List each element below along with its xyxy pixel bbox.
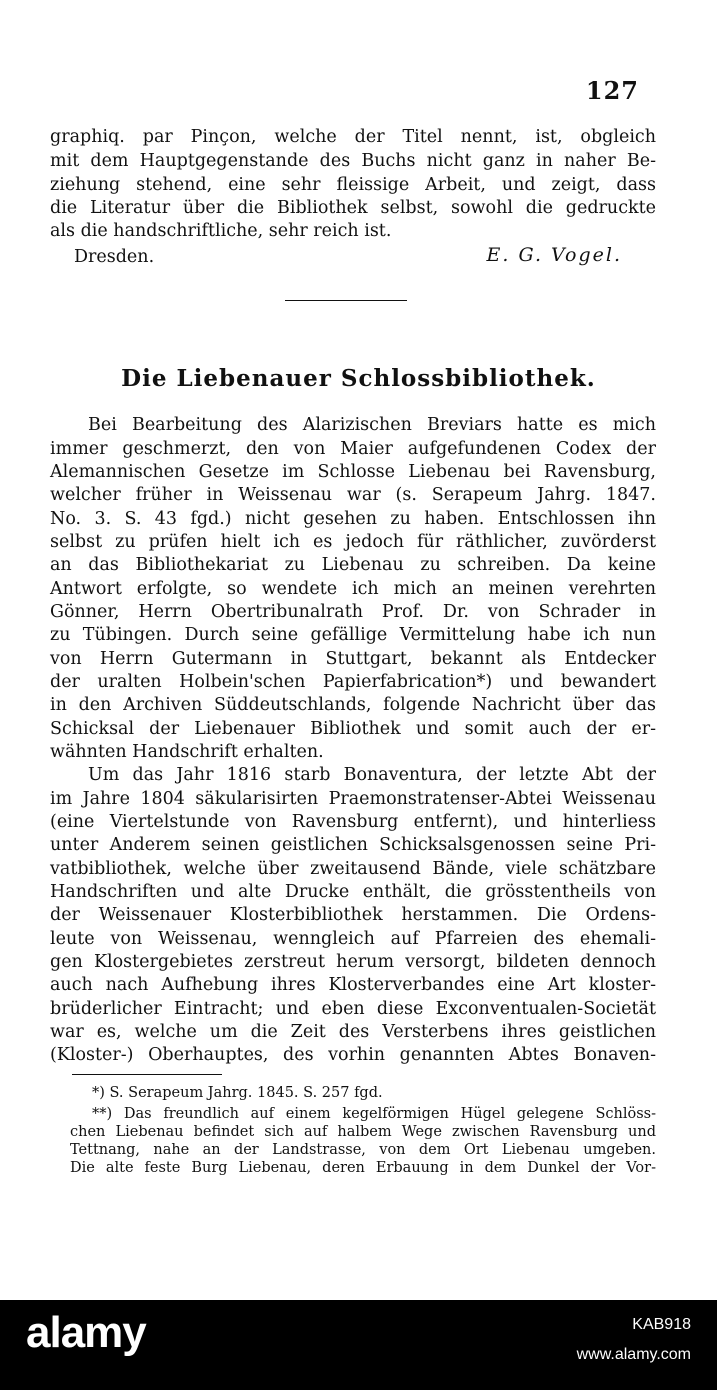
body-line: vatbibliothek, welche über zweitausend Bände, viele schätzbare [50,859,656,879]
footnote-1: *) S. Serapeum Jahrg. 1845. S. 257 fgd. [92,1085,383,1101]
page-number: 127 [585,76,639,105]
body-line: der uralten Holbein'schen Papierfabrication*) und bewandert [50,672,656,692]
stock-url: www.alamy.com [576,1346,691,1363]
body-line: der Weissenauer Klosterbibliothek herstammen. Die Ordens- [50,905,656,925]
body-line: von Herrn Gutermann in Stuttgart, bekannt als Entdecker [50,649,656,669]
body-line: welcher früher in Weissenau war (s. Serapeum Jahrg. 1847. [50,485,656,505]
footnote-2-line: Die alte feste Burg Liebenau, deren Erbauung in dem Dunkel der Vor- [70,1160,656,1176]
author-signature: E. G. Vogel. [486,244,622,266]
intro-line: die Literatur über die Bibliothek selbst, sowohl die gedruckte [50,198,656,218]
body-line: selbst zu prüfen hielt ich es jedoch für räthlicher, zuvörderst [50,532,656,552]
body-line: immer geschmerzt, den von Maier aufgefundenen Codex der [50,439,656,459]
intro-line: mit dem Hauptgegenstande des Buchs nicht ganz in naher Be- [50,151,656,171]
body-line: Gönner, Herrn Obertribunalrath Prof. Dr. von Schrader in [50,602,656,622]
body-line: gen Klostergebietes zerstreut herum versorgt, bildeten dennoch [50,952,656,972]
intro-line: als die handschriftliche, sehr reich ist. [50,221,392,241]
body-line: brüderlicher Eintracht; und eben diese Exconventualen-Societät [50,999,656,1019]
body-line: in den Archiven Süddeutschlands, folgende Nachricht über das [50,695,656,715]
footnote-2-line: **) Das freundlich auf einem kegelförmigen Hügel gelegene Schlöss- [92,1106,656,1122]
footnote-2-line: chen Liebenau befindet sich auf halbem Wege zwischen Ravensburg und [70,1124,656,1140]
body-line: zu Tübingen. Durch seine gefällige Vermittelung habe ich nun [50,625,656,645]
article-title: Die Liebenauer Schlossbibliothek. [121,365,596,392]
footnote-divider [72,1074,222,1075]
body-line: Antwort erfolgte, so wendete ich mich an meinen verehrten [50,579,656,599]
body-line: leute von Weissenau, wenngleich auf Pfarreien des ehemali- [50,929,656,949]
body-line: an das Bibliothekariat zu Liebenau zu schreiben. Da keine [50,555,656,575]
body-line: Um das Jahr 1816 starb Bonaventura, der letzte Abt der [88,765,656,785]
intro-line: ziehung stehend, eine sehr fleissige Arbeit, und zeigt, dass [50,175,656,195]
body-line: Schicksal der Liebenauer Bibliothek und somit auch der er- [50,719,656,739]
section-divider [285,300,407,301]
body-line: im Jahre 1804 säkularisirten Praemonstratenser-Abtei Weissenau [50,789,656,809]
body-line: Handschriften und alte Drucke enthält, die grösstentheils von [50,882,656,902]
alamy-logo: alamy [26,1308,146,1357]
body-line: (Kloster-) Oberhauptes, des vorhin genannten Abtes Bonaven- [50,1045,656,1065]
image-code: KAB918 [632,1316,691,1333]
body-line: auch nach Aufhebung ihres Klosterverbandes eine Art kloster- [50,975,656,995]
dateline-city: Dresden. [74,247,155,267]
body-line: Alemannischen Gesetze im Schlosse Liebenau bei Ravensburg, [50,462,656,482]
body-line: Bei Bearbeitung des Alarizischen Breviars hatte es mich [88,415,656,435]
body-line: war es, welche um die Zeit des Versterbens ihres geistlichen [50,1022,656,1042]
body-line: (eine Viertelstunde von Ravensburg entfernt), und hinterliess [50,812,656,832]
body-line: No. 3. S. 43 fgd.) nicht gesehen zu haben. Entschlossen ihn [50,509,656,529]
body-line: unter Anderem seinen geistlichen Schicksalsgenossen seine Pri- [50,835,656,855]
body-line: wähnten Handschrift erhalten. [50,742,324,762]
footnote-2-line: Tettnang, nahe an der Landstrasse, von dem Ort Liebenau umgeben. [70,1142,656,1158]
intro-line: graphiq. par Pinçon, welche der Titel nennt, ist, obgleich [50,127,656,147]
